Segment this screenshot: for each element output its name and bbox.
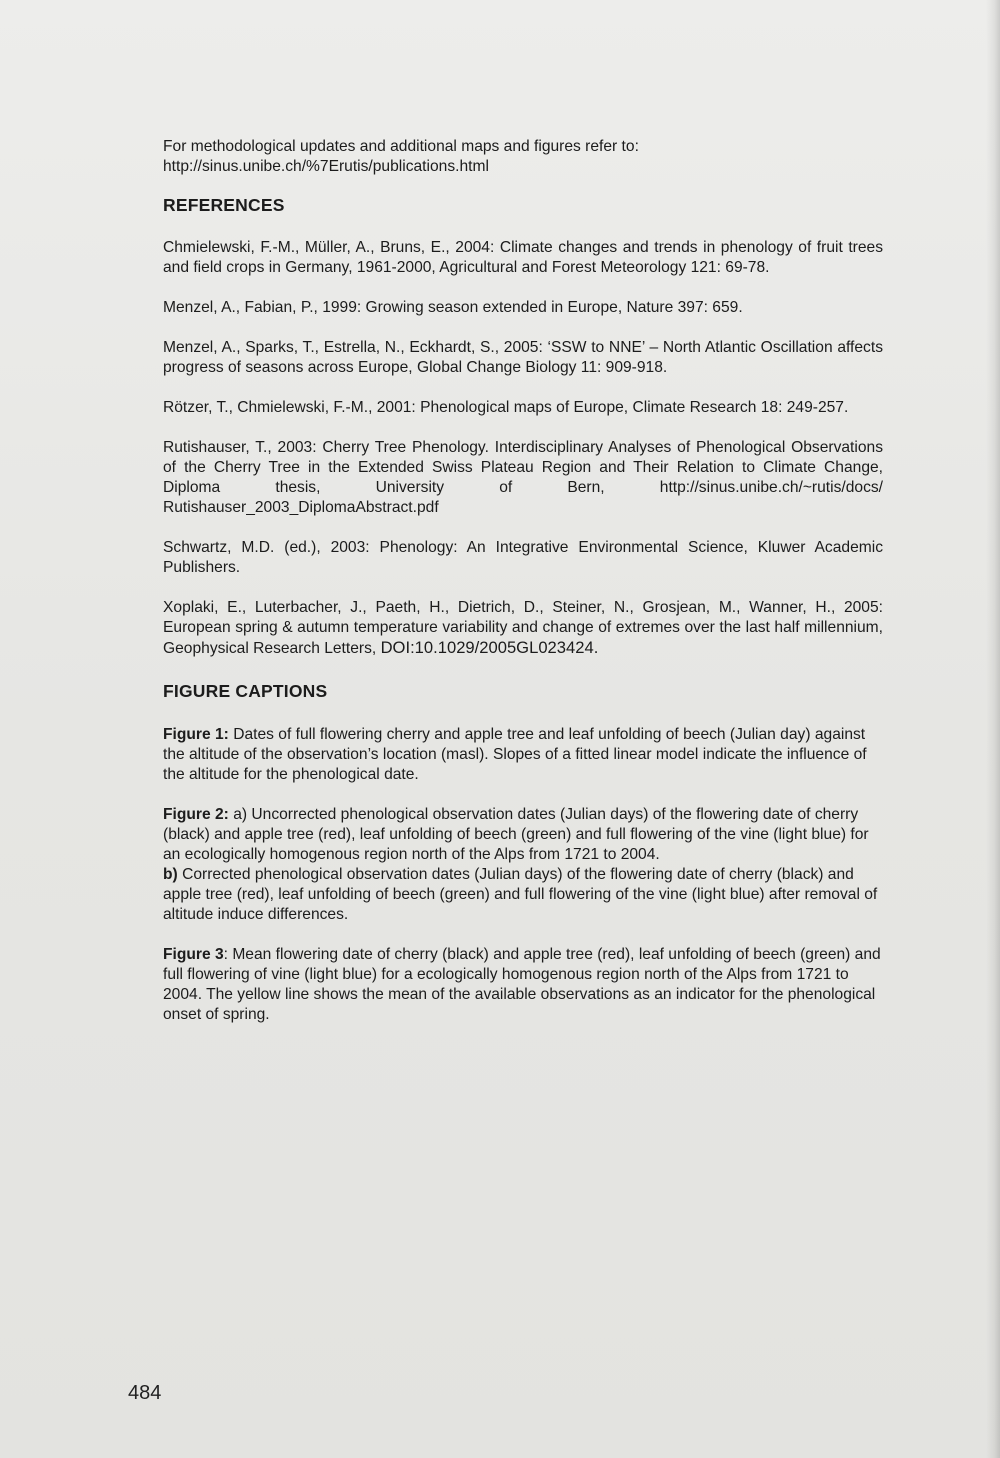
figure-2-caption	[163, 805, 883, 925]
figure-2-label: Figure 2:	[163, 806, 229, 823]
intro-text: For methodological updates and additional maps and figures refer to:	[163, 138, 639, 155]
figure-2a-text: a) Uncorrected phenological observation dates (Julian days) of the flowering date of cherry (black) and apple tree (red), leaf unfolding of beech (green) and full flowering of the vine (light blue) for an ecologically homogenous region north of the Alps from 1721 to 2004.	[163, 806, 869, 863]
figure-1-label: Figure 1:	[163, 726, 229, 743]
reference-item: Rötzer, T., Chmielewski, F.-M., 2001: Phenological maps of Europe, Climate Research 18: 249-257.	[163, 399, 849, 416]
reference-item: Chmielewski, F.-M., Müller, A., Bruns, E., 2004: Climate changes and trends in phenology of fruit trees and field crops in Germany, 1961-2000, Agricultural and Forest Meteorology 121: 69-78.	[163, 239, 883, 276]
figure-2b-text: Corrected phenological observation dates (Julian days) of the flowering date of cherry (black) and apple tree (red), leaf unfolding of beech (green) and full flowering of the vine (light blue) after removal of altitude induce differences.	[163, 866, 878, 923]
page-edge-shadow	[986, 0, 1000, 1458]
reference-item	[163, 598, 883, 659]
document-body	[163, 137, 883, 1045]
figure-captions-heading: FIGURE CAPTIONS	[163, 681, 328, 701]
figure-1-text: Dates of full flowering cherry and apple tree and leaf unfolding of beech (Julian day) against the altitude of the observation’s location (masl). Slopes of a fitted linear model indicate the influence of the altitude for the phenological date.	[163, 726, 867, 783]
figure-3-text: : Mean flowering date of cherry (black) and apple tree (red), leaf unfolding of beech (green) and full flowering of vine (light blue) for a ecologically homogenous region north of the Alps from 1721 to 2004. The yellow line shows the mean of the available observations as an indicator for the phenological onset of spring.	[163, 946, 881, 1023]
figure-3-caption	[163, 945, 883, 1025]
figure-captions-list	[163, 725, 883, 1025]
reference-doi: DOI:10.1029/2005GL023424.	[380, 638, 599, 657]
page-number: 484	[128, 1382, 162, 1404]
figure-2b-label: b)	[163, 866, 178, 883]
reference-item: Schwartz, M.D. (ed.), 2003: Phenology: An Integrative Environmental Science, Kluwer Academic Publishers.	[163, 539, 883, 576]
figure-1-caption	[163, 725, 883, 785]
reference-item: Rutishauser, T., 2003: Cherry Tree Phenology. Interdisciplinary Analyses of Phenological Observations of the Cherry Tree in the Extended Swiss Plateau Region and Their Relation to Climate Change, Diploma thesis, University of Bern, http://sinus.unibe.ch/~rutis/docs/ Rutishauser_2003_DiplomaAbstract.pdf	[163, 439, 883, 516]
publications-link[interactable]: http://sinus.unibe.ch/%7Erutis/publications.html	[163, 158, 489, 175]
reference-item: Menzel, A., Sparks, T., Estrella, N., Eckhardt, S., 2005: ‘SSW to NNE’ – North Atlantic Oscillation affects progress of seasons across Europe, Global Change Biology 11: 909-918.	[163, 339, 883, 376]
references-list	[163, 238, 883, 659]
reference-item: Menzel, A., Fabian, P., 1999: Growing season extended in Europe, Nature 397: 659.	[163, 299, 743, 316]
reference-text: Xoplaki, E., Luterbacher, J., Paeth, H., Dietrich, D., Steiner, N., Grosjean, M., Wanner, H., 2005: European spring & autumn temperature variability and change of extremes over the last half millennium, Geophysical Research Letters,	[163, 599, 883, 657]
intro-note	[163, 137, 883, 177]
references-heading: REFERENCES	[163, 195, 285, 215]
figure-3-label: Figure 3	[163, 946, 224, 963]
